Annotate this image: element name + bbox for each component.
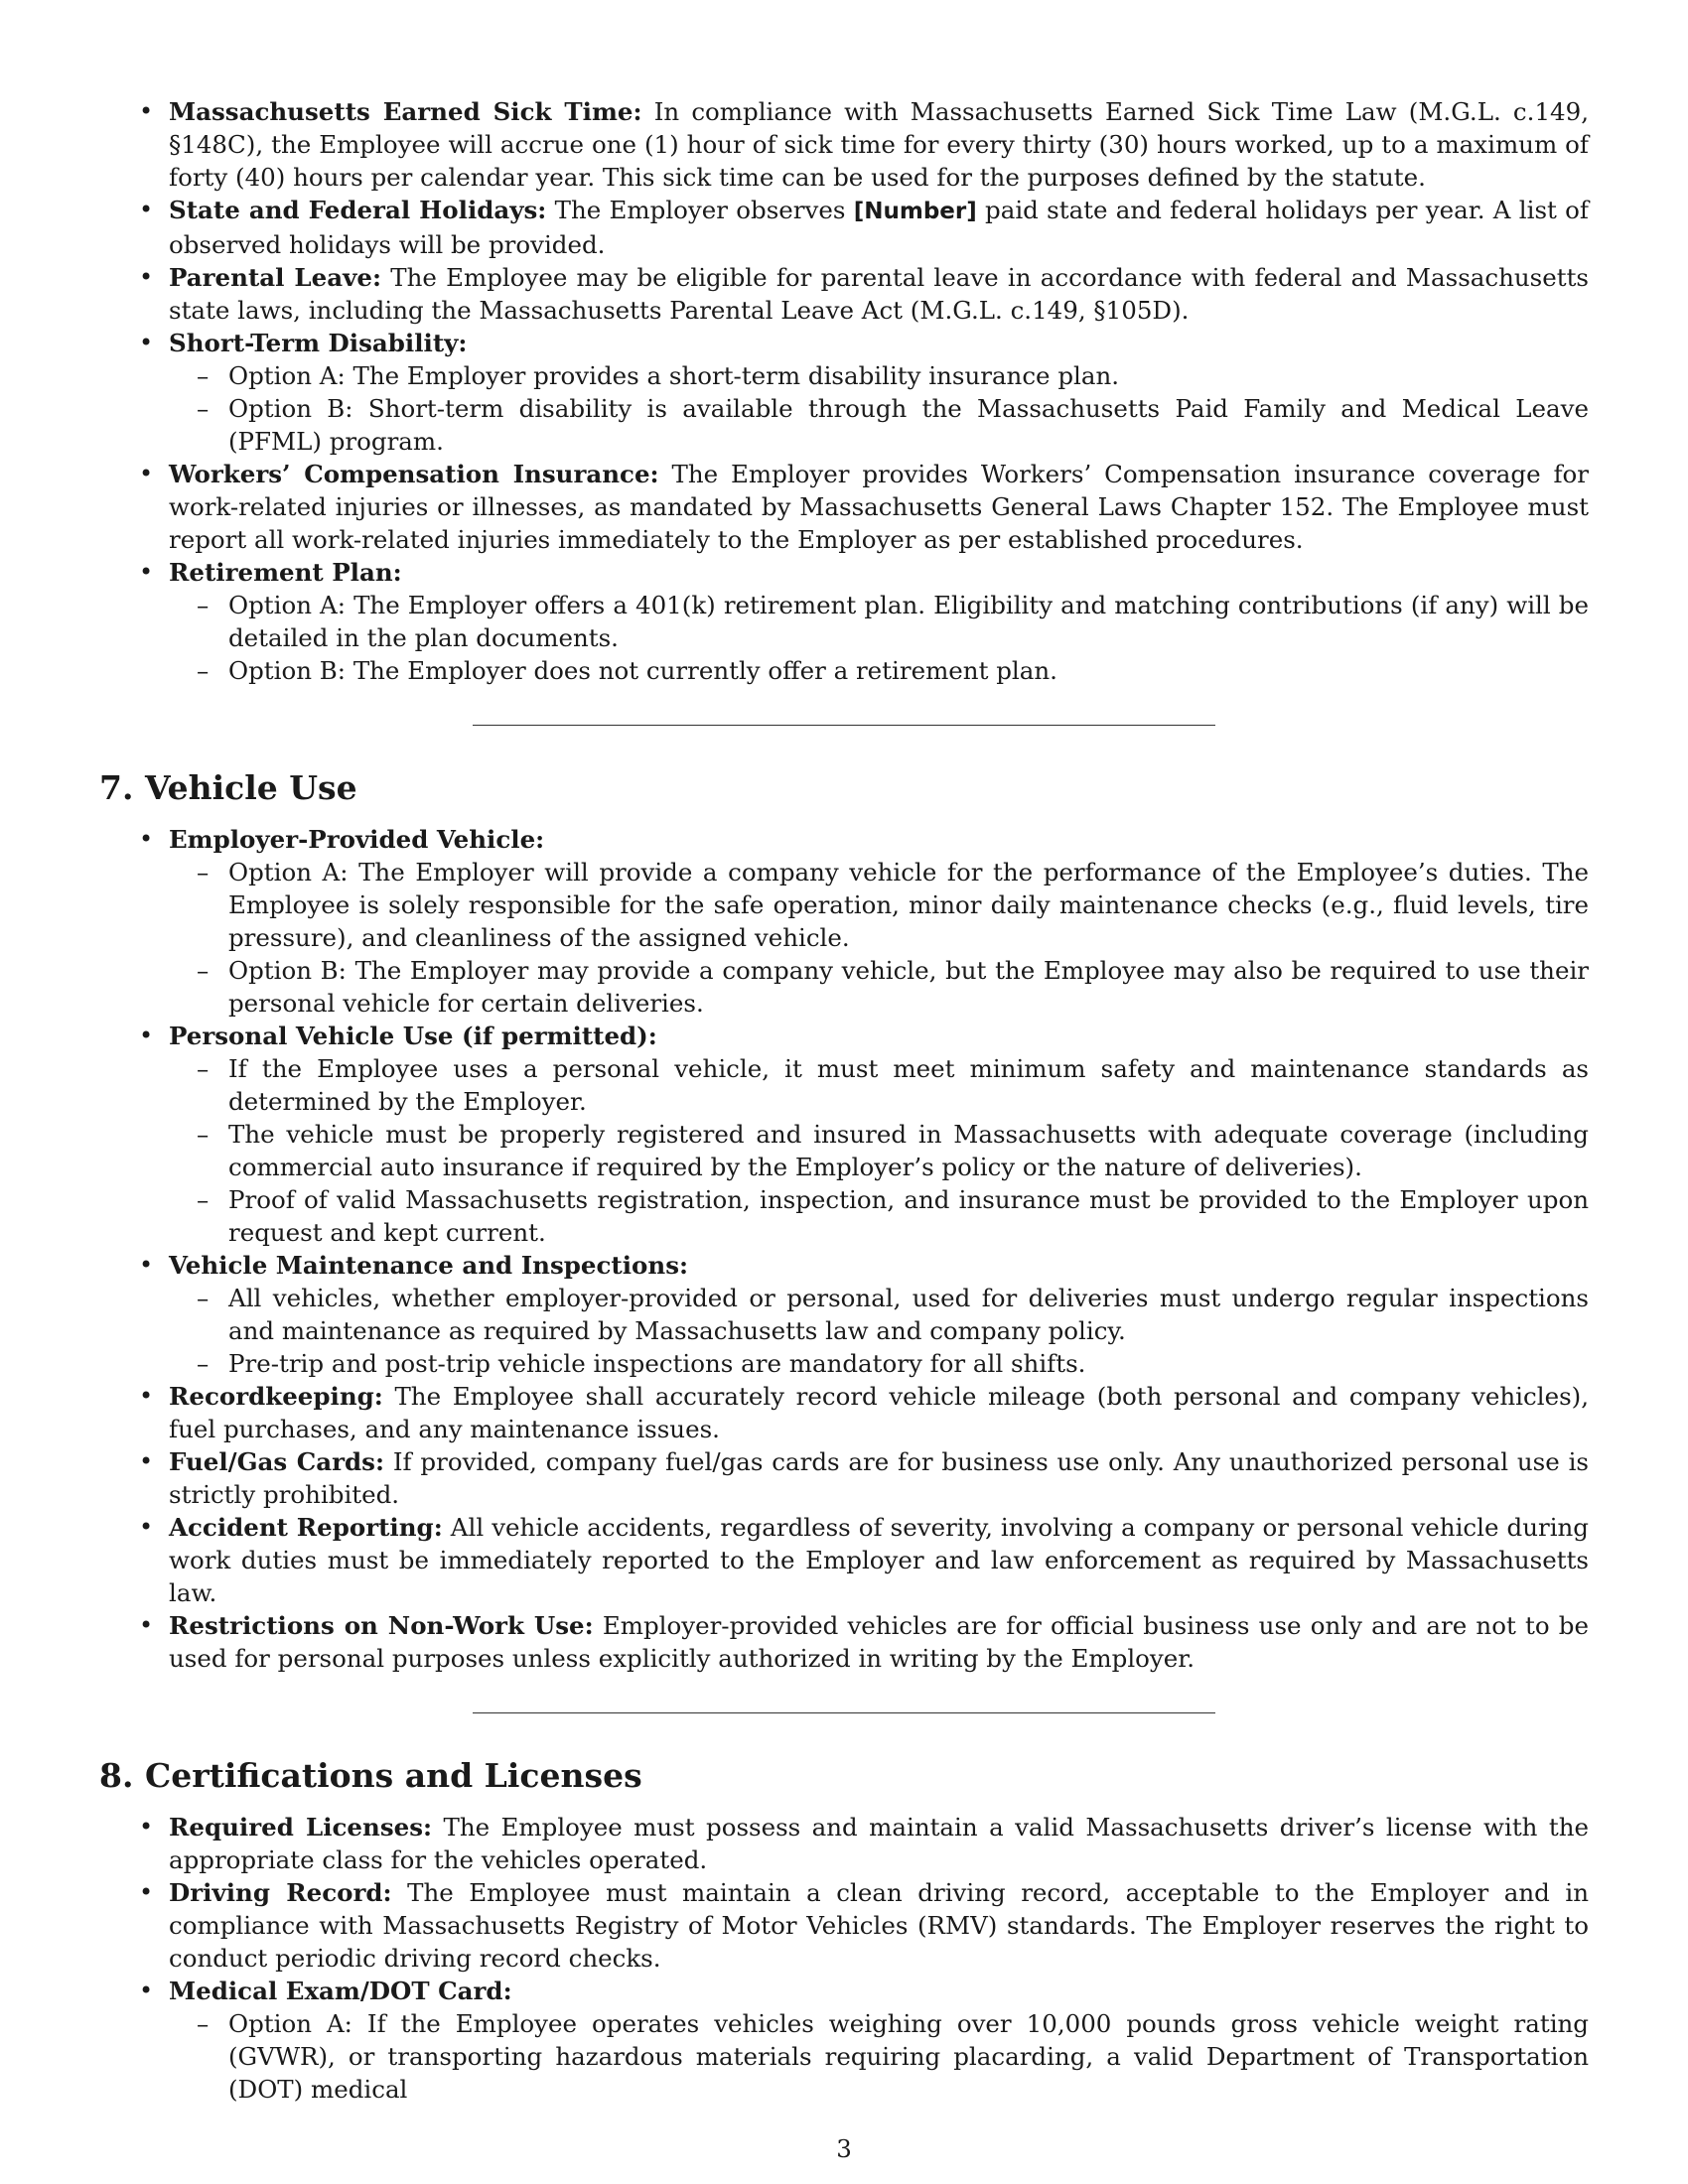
item-text: paid state and federal holidays per year. A list of observed holidays will be provided. [169,196,1589,259]
section-title: Certifications and Licenses [145,1756,642,1795]
item-title: Workers’ Compensation Insurance: [169,460,659,488]
sub-list-item: – Option A: The Employer offers a 401(k) retirement plan. Eligibility and matching contributions (if any) will be detailed in the plan documents. [228,589,1589,654]
vehicle-use-list [99,823,1589,1675]
list-item [169,823,1589,1020]
list-item [169,1975,1589,2106]
section-heading [99,1751,1589,1801]
list-item [169,1876,1589,1975]
item-text: The Employee may be eligible for parental leave in accordance with federal and Massachusetts state laws, including the Massachusetts Parental Leave Act (M.G.L. c.149, §105D). [169,263,1589,325]
list-item [169,556,1589,687]
item-title: State and Federal Holidays: [169,196,547,224]
item-title: Recordkeeping: [169,1382,383,1411]
section-title: Vehicle Use [145,768,357,807]
item-title: Personal Vehicle Use (if permitted): [169,1022,657,1050]
sub-list-item: – Option A: If the Employee operates vehicles weighing over 10,000 pounds gross vehicle weight rating (GVWR), or transporting hazardous materials requiring placarding, a valid Department of Transportation (DOT) medical [228,2007,1589,2106]
sub-list [169,856,1589,1020]
section-divider [473,1712,1215,1713]
number-placeholder: [Number] [853,199,977,224]
list-item [169,261,1589,327]
list-item [169,1609,1589,1675]
list-item [169,1249,1589,1380]
sub-list [169,1052,1589,1249]
item-title: Short-Term Disability: [169,329,468,357]
list-item [169,1511,1589,1609]
item-text: In compliance with Massachusetts Earned Sick Time Law (M.G.L. c.149, §148C), the Employee will accrue one (1) hour of sick time for every thirty (30) hours worked, up to a maximum of forty (40) hours per calendar year. This sick time can be used for the purposes defined by the statute. [169,97,1589,192]
section-number: 8. [99,1756,134,1795]
item-text: All vehicle accidents, regardless of severity, involving a company or personal vehicle during work duties must be immediately reported to the Employer and law enforcement as required by Massachusetts law. [169,1513,1589,1607]
page-content [99,95,1589,2106]
item-title: Restrictions on Non-Work Use: [169,1611,594,1640]
item-title: Driving Record: [169,1878,392,1907]
sub-list-item: – Option B: Short-term disability is available through the Massachusetts Paid Family and Medical Leave (PFML) program. [228,392,1589,458]
sub-list [169,1282,1589,1380]
list-item [169,1811,1589,1876]
item-title: Retirement Plan: [169,558,402,587]
item-title: Medical Exam/DOT Card: [169,1977,512,2005]
sub-list [169,2007,1589,2106]
item-title: Required Licenses: [169,1813,433,1842]
sub-list-item: – Proof of valid Massachusetts registration, inspection, and insurance must be provided to the Employer upon request and kept current. [228,1183,1589,1249]
item-title: Fuel/Gas Cards: [169,1447,385,1476]
page-number: 3 [836,2134,852,2163]
item-title: Vehicle Maintenance and Inspections: [169,1251,689,1280]
list-item [169,194,1589,261]
item-text: The Employee shall accurately record vehicle mileage (both personal and company vehicles), fuel purchases, and any maintenance issues. [169,1382,1589,1443]
list-item [169,95,1589,194]
item-text: Employer-provided vehicles are for official business use only and are not to be used for personal purposes unless explicitly authorized in writing by the Employer. [169,1611,1589,1673]
list-item [169,1380,1589,1445]
sub-list-item: – Option B: The Employer may provide a company vehicle, but the Employee may also be required to use their personal vehicle for certain deliveries. [228,954,1589,1020]
sub-list-item: – Option A: The Employer provides a short-term disability insurance plan. [228,359,1589,392]
list-item [169,458,1589,556]
item-title: Accident Reporting: [169,1513,443,1542]
list-item [169,327,1589,458]
item-text: The Employer provides Workers’ Compensation insurance coverage for work-related injuries or illnesses, as mandated by Massachusetts General Laws Chapter 152. The Employee must report all work-related injuries immediately to the Employer as per established procedures. [169,460,1590,554]
item-text: The Employee must maintain a clean driving record, acceptable to the Employer and in compliance with Massachusetts Registry of Motor Vehicles (RMV) standards. The Employer reserves the right to conduct periodic driving record checks. [169,1878,1589,1973]
sub-list [169,359,1589,458]
list-item [169,1020,1589,1249]
sub-list-item: – If the Employee uses a personal vehicle, it must meet minimum safety and maintenance standards as determined by the Employer. [228,1052,1589,1118]
sub-list [169,589,1589,687]
sub-list-item: – The vehicle must be properly registered and insured in Massachusetts with adequate coverage (including commercial auto insurance if required by the Employer’s policy or the nature of deliveries). [228,1118,1589,1183]
list-item [169,1445,1589,1511]
sub-list-item: – Pre-trip and post-trip vehicle inspections are mandatory for all shifts. [228,1347,1589,1380]
benefits-list [99,95,1589,687]
sub-list-item: – All vehicles, whether employer-provided or personal, used for deliveries must undergo regular inspections and maintenance as required by Massachusetts law and company policy. [228,1282,1589,1347]
item-text: The Employee must possess and maintain a valid Massachusetts driver’s license with the appropriate class for the vehicles operated. [169,1813,1589,1874]
section-divider [473,725,1215,726]
sub-list-item: – Option B: The Employer does not currently offer a retirement plan. [228,654,1589,687]
item-title: Employer-Provided Vehicle: [169,825,545,854]
item-text: The Employer observes [554,196,846,224]
sub-list-item: – Option A: The Employer will provide a company vehicle for the performance of the Employee’s duties. The Employee is solely responsible for the safe operation, minor daily maintenance checks (e.g., fluid levels, tire pressure), and cleanliness of the assigned vehicle. [228,856,1589,954]
section-number: 7. [99,768,134,807]
item-title: Massachusetts Earned Sick Time: [169,97,642,126]
section-heading [99,763,1589,813]
certifications-list [99,1811,1589,2106]
item-text: If provided, company fuel/gas cards are for business use only. Any unauthorized personal use is strictly prohibited. [169,1447,1589,1509]
item-title: Parental Leave: [169,263,381,292]
